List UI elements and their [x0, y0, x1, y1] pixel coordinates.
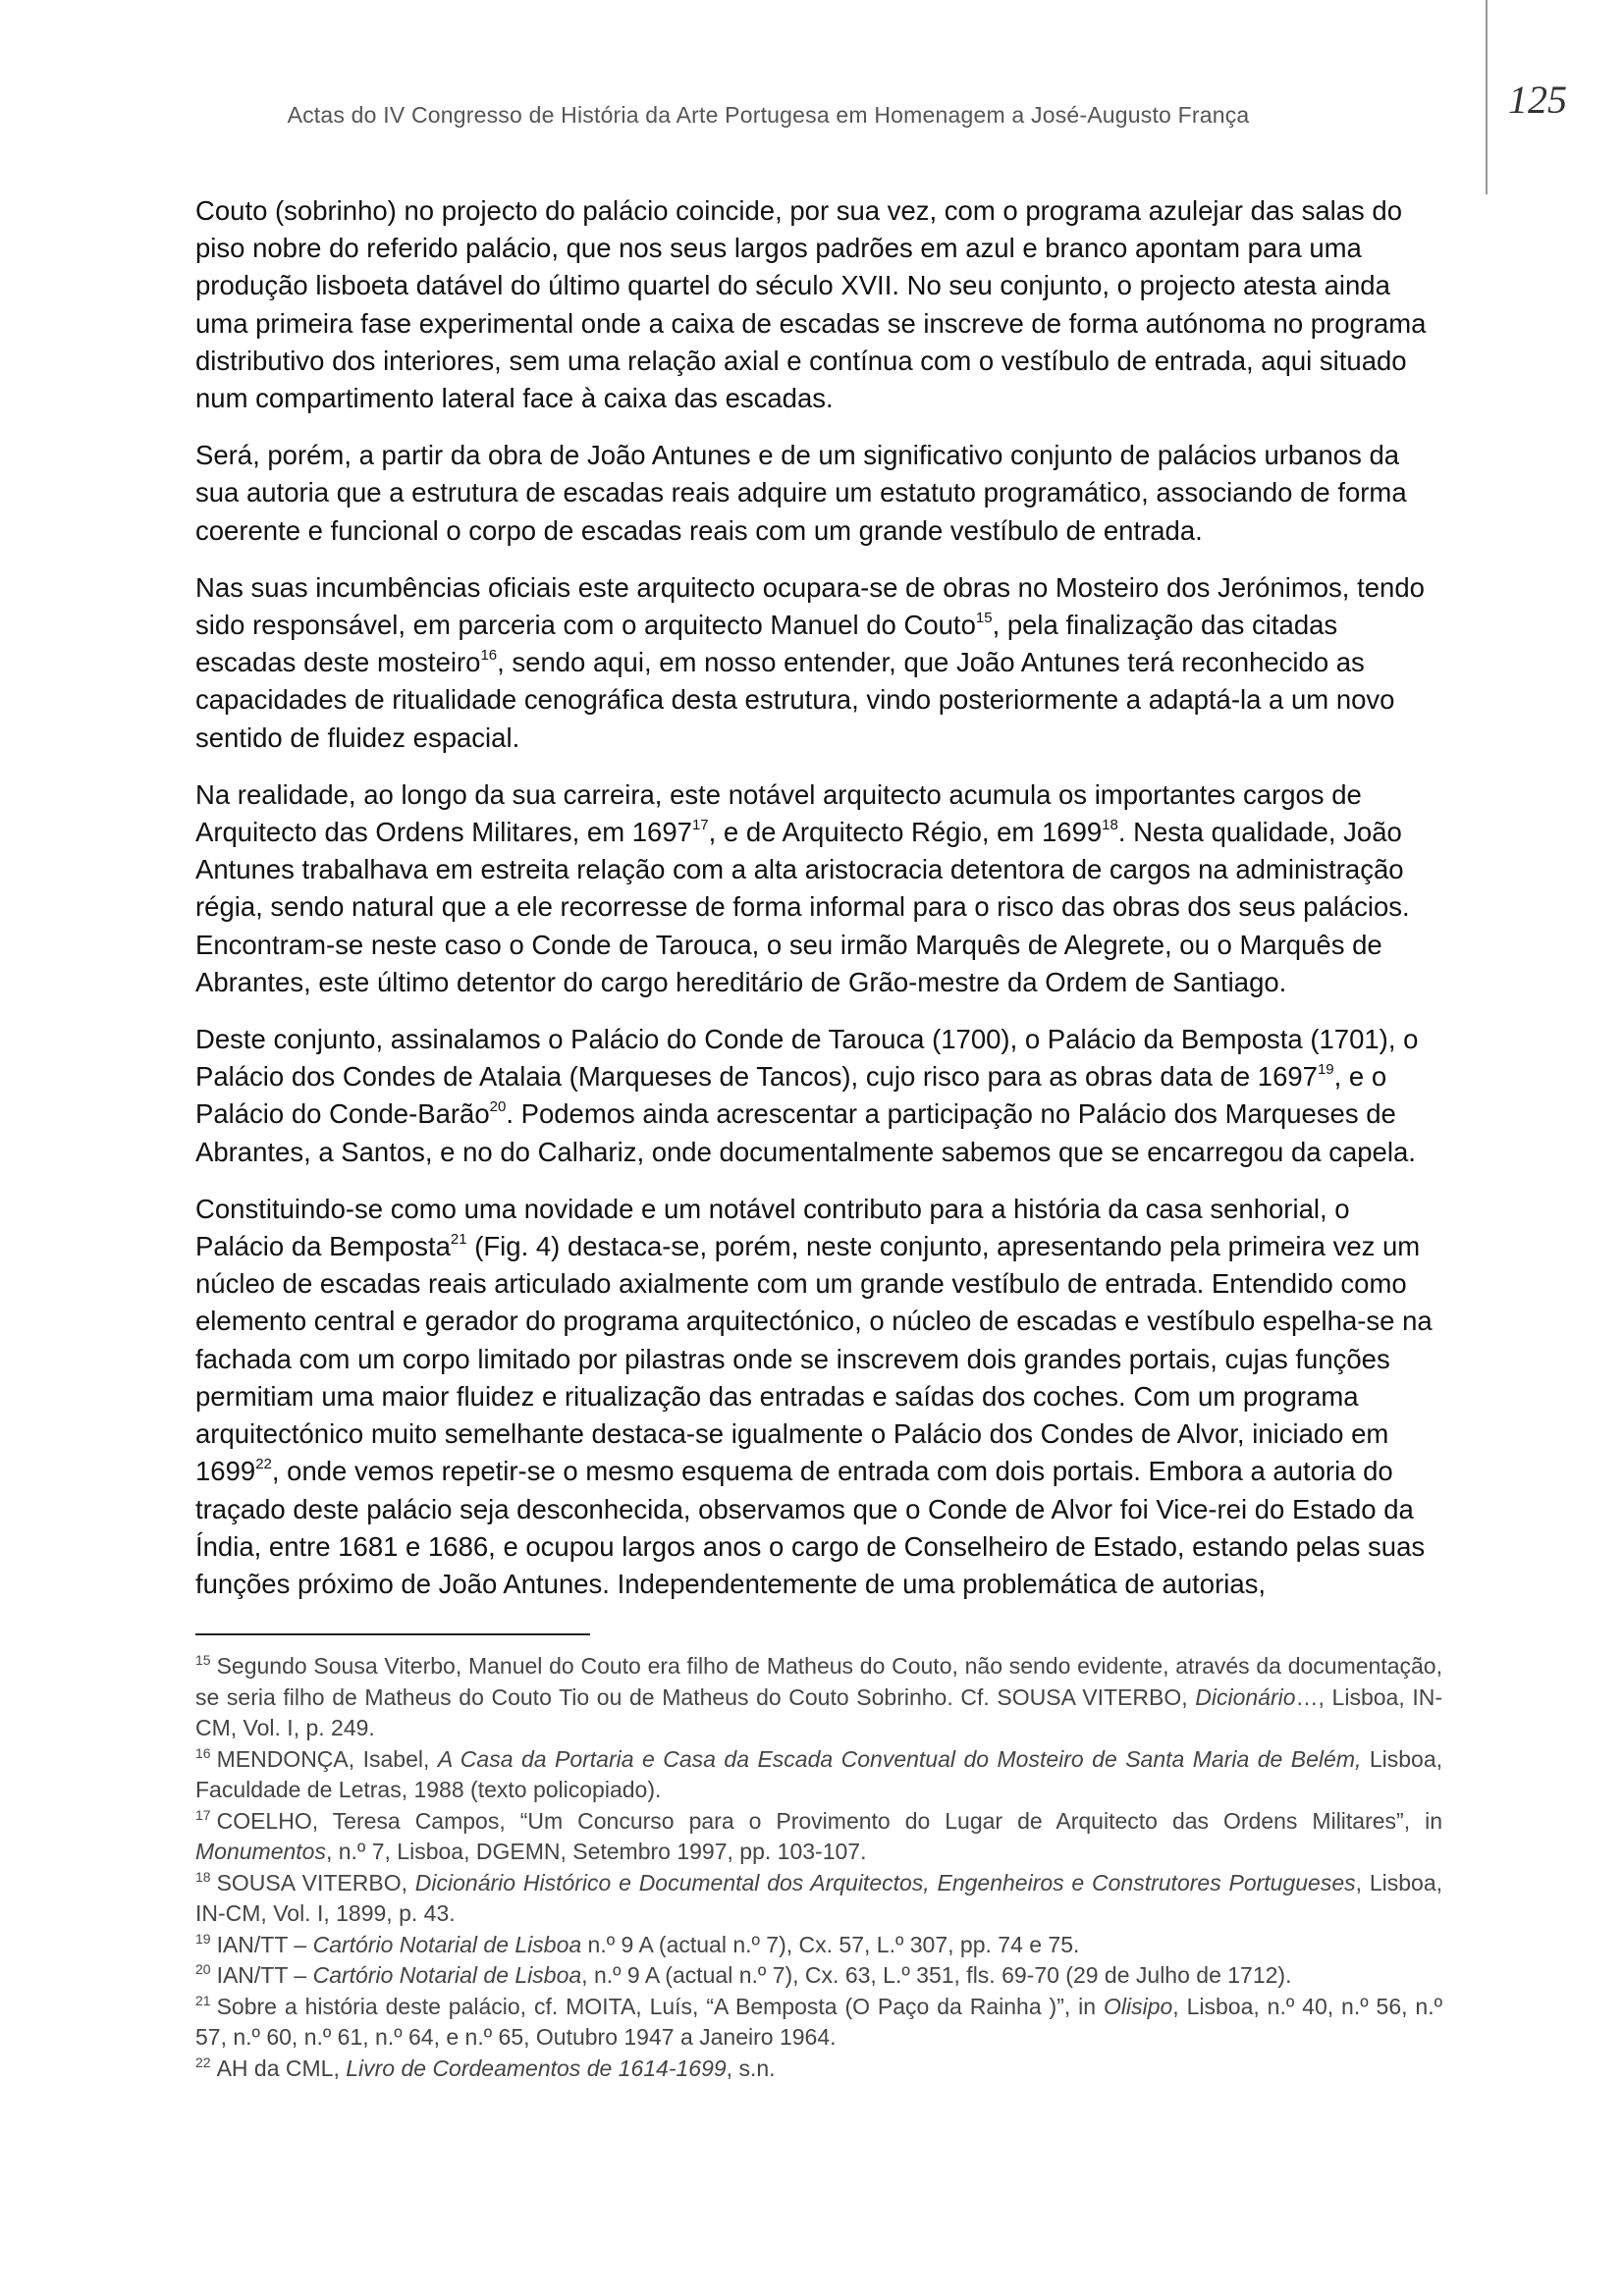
footnote-title: Dicionário — [1195, 1683, 1296, 1710]
footnote-text: , s.n. — [726, 2055, 776, 2081]
footnote-text: IAN/TT – — [216, 1931, 313, 1957]
footnote-16 — [195, 1744, 1442, 1806]
footnote-text: Sobre a história deste palácio, cf. MOITA, Luís, “A Bemposta (O Paço da Rainha )”, in — [216, 1993, 1104, 2019]
paragraph-text: , sendo aqui, em nosso entender, que João Antunes terá reconhecido as capacidades de ritualidade cenográfica desta estrutura, vindo posteriormente a adaptá-la a um novo sentido de fluidez espacial. — [195, 647, 1395, 753]
footnote-text: …, Lisboa, IN-CM, Vol. I, p. 249. — [195, 1683, 1443, 1740]
paragraph-1: Couto (sobrinho) no projecto do palácio coincide, por sua vez, com o programa azulejar das salas do piso nobre do referido palácio, que nos seus largos padrões em azul e branco apontam para uma produção lisboeta datável do último quartel do século XVII. No seu conjunto, o projecto atesta ainda uma primeira fase experimental onde a caixa de escadas se inscreve de forma autónoma no programa distributivo dos interiores, sem uma relação axial e contínua com o vestíbulo de entrada, aqui situado num compartimento lateral face à caixa das escadas. — [195, 195, 1427, 414]
footnote-number: 15 — [195, 1652, 211, 1669]
footnote-text: Segundo Sousa Viterbo, Manuel do Couto era filho de Matheus do Couto, não sendo evidente, através da documentação, se seria filho de Matheus do Couto Tio ou de Matheus do Couto Sobrinho. Cf. SOUSA VITERBO, — [195, 1653, 1442, 1710]
footnote-text: SOUSA VITERBO, — [216, 1869, 415, 1896]
footnote-title: A Casa da Portaria e Casa da Escada Conventual do Mosteiro de Santa Maria de Belém, — [437, 1745, 1362, 1772]
footnote-text: , Lisboa, n.º 40, n.º 56, n.º 57, n.º 60, n.º 61, n.º 64, e n.º 65, Outubro 1947 a Janeiro 1964. — [195, 1993, 1443, 2050]
paragraph-text: Deste conjunto, assinalamos o Palácio do Conde de Tarouca (1700), o Palácio da Bemposta (1701), o Palácio dos Condes de Atalaia (Marqueses de Tancos), cujo risco para as obras data de 1697 — [195, 1024, 1419, 1093]
footnote-title: Livro de Cordeamentos de 1614-1699 — [346, 2055, 727, 2081]
footnote-text: Lisboa, Faculdade de Letras, 1988 (texto policopiado). — [195, 1745, 1443, 1802]
footnote-18 — [195, 1868, 1442, 1930]
footnote-separator — [195, 1633, 590, 1635]
footnote-ref-21[interactable]: 21 — [450, 1230, 467, 1248]
paragraph-text: Nas suas incumbências oficiais este arquitecto ocupara-se de obras no Mosteiro dos Jerónimos, tendo sido responsável, em parceria com o arquitecto Manuel do Couto — [195, 571, 1425, 641]
footnote-20 — [195, 1960, 1442, 1992]
footnote-text: MENDONÇA, Isabel, — [216, 1745, 438, 1772]
footnote-text: COELHO, Teresa Campos, “Um Concurso para o Provimento do Lugar de Arquitecto das Ordens Militares”, in — [216, 1807, 1442, 1834]
footnote-text: IAN/TT – — [216, 1962, 313, 1988]
paragraph-text: . Podemos ainda acrescentar a participação no Palácio dos Marqueses de Abrantes, a Santos, e no do Calhariz, onde documentalmente sabemos que se encarregou da capela. — [195, 1098, 1416, 1167]
paragraph-text: , pela finalização das citadas escadas deste mosteiro — [195, 610, 1338, 678]
footnote-number: 21 — [195, 1992, 211, 2008]
header-divider — [1486, 0, 1488, 194]
footnote-17 — [195, 1806, 1442, 1868]
footnote-title: Dicionário Histórico e Documental dos Arquitectos, Engenheiros e Construtores Portugueses — [414, 1869, 1356, 1896]
paragraph-4 — [195, 776, 1442, 1001]
paragraph-text: , e de Arquitecto Régio, em 1699 — [708, 817, 1103, 848]
footnote-number: 20 — [195, 1961, 211, 1978]
paragraph-text: . Nesta qualidade, João Antunes trabalhava em estreita relação com a alta aristocracia detentora de cargos na administração régia, sendo natural que a ele recorresse de forma informal para o risco das obras dos seus palácios. Encontram-se neste caso o Conde de Tarouca, o seu irmão Marquês de Alegrete, ou o Marquês de Abrantes, este último detentor do cargo hereditário de Grão-mestre da Ordem de Santiago. — [195, 817, 1410, 997]
paragraph-text: (Fig. 4) destaca-se, porém, neste conjunto, apresentando pela primeira vez um núcleo de escadas reais articulado axialmente com um grande vestíbulo de entrada. Entendido como elemento central e gerador do programa arquitectónico, o núcleo de escadas e vestíbulo espelha-se na fachada com um corpo limitado por pilastras onde se inscrevem dois grandes portais, cujas funções permitiam uma maior fluidez e ritualização das entradas e saídas dos coches. Com um programa arquitectónico muito semelhante destaca-se igualmente o Palácio dos Condes de Alvor, iniciado em 1699 — [195, 1231, 1433, 1487]
footnotes — [195, 1651, 1442, 2084]
paragraph-text: Constituindo-se como uma novidade e um notável contributo para a história da casa senhorial, o Palácio da Bemposta — [195, 1193, 1350, 1262]
footnote-number: 18 — [195, 1868, 211, 1885]
paragraph-text: , e o Palácio do Conde-Barão — [195, 1061, 1387, 1130]
footnote-text: , Lisboa, IN-CM, Vol. I, 1899, p. 43. — [195, 1869, 1442, 1926]
footnote-22 — [195, 2054, 1442, 2085]
paragraph-6 — [195, 1191, 1442, 1603]
footnote-15 — [195, 1651, 1442, 1744]
footnote-19 — [195, 1930, 1442, 1961]
paragraph-5 — [195, 1021, 1442, 1171]
footnote-text: n.º 9 A (actual n.º 7), Cx. 57, L.º 307, pp. 74 e 75. — [581, 1931, 1080, 1957]
footnote-21 — [195, 1992, 1442, 2054]
paragraph-text: , onde vemos repetir-se o mesmo esquema de entrada com dois portais. Embora a autoria do traçado deste palácio seja desconhecida, observamos que o Conde de Alvor foi Vice-rei do Estado da Índia, entre 1681 e 1686, e ocupou largos anos o cargo de Conselheiro de Estado, estando pelas suas funções próximo de João Antunes. Independentemente de uma problemática de autorias, — [195, 1456, 1426, 1599]
footnote-ref-19[interactable]: 19 — [1317, 1061, 1334, 1079]
paragraph-text: Na realidade, ao longo da sua carreira, este notável arquitecto acumula os importantes cargos de Arquitecto das Ordens Militares, em 1697 — [195, 778, 1362, 848]
footnote-ref-17[interactable]: 17 — [691, 816, 709, 833]
page-number: 125 — [1508, 78, 1567, 122]
footnote-text: , n.º 9 A (actual n.º 7), Cx. 63, L.º 351, fls. 69-70 (29 de Julho de 1712). — [581, 1962, 1292, 1988]
footnote-number: 16 — [195, 1744, 211, 1761]
footnote-ref-22[interactable]: 22 — [255, 1456, 272, 1473]
footnote-text: AH da CML, — [216, 2055, 347, 2081]
footnote-title: Cartório Notarial de Lisboa — [312, 1931, 582, 1957]
footnote-number: 22 — [195, 2054, 211, 2070]
footnote-text: , n.º 7, Lisboa, DGEMN, Setembro 1997, pp. 103-107. — [325, 1839, 867, 1864]
footnote-number: 19 — [195, 1930, 211, 1947]
paragraph-3 — [195, 569, 1442, 757]
footnote-ref-18[interactable]: 18 — [1102, 816, 1118, 833]
footnote-ref-20[interactable]: 20 — [489, 1098, 507, 1116]
footnote-number: 17 — [195, 1806, 211, 1823]
footnote-title: Cartório Notarial de Lisboa — [312, 1962, 582, 1988]
footnote-ref-15[interactable]: 15 — [975, 609, 993, 626]
paragraph-2: Será, porém, a partir da obra de João Antunes e de um significativo conjunto de palácios urbanos da sua autoria que a estrutura de escadas reais adquire um estatuto programático, associando de forma coerente e funcional o corpo de escadas reais com um grande vestíbulo de entrada. — [195, 440, 1407, 546]
body-text — [195, 192, 1442, 1623]
running-header: Actas do IV Congresso de História da Arte Portugesa em Homenagem a José-Augusto França — [287, 102, 1250, 128]
footnote-ref-16[interactable]: 16 — [480, 647, 498, 665]
footnote-title: Monumentos — [195, 1839, 326, 1864]
footnote-title: Olisipo — [1103, 1993, 1173, 2019]
